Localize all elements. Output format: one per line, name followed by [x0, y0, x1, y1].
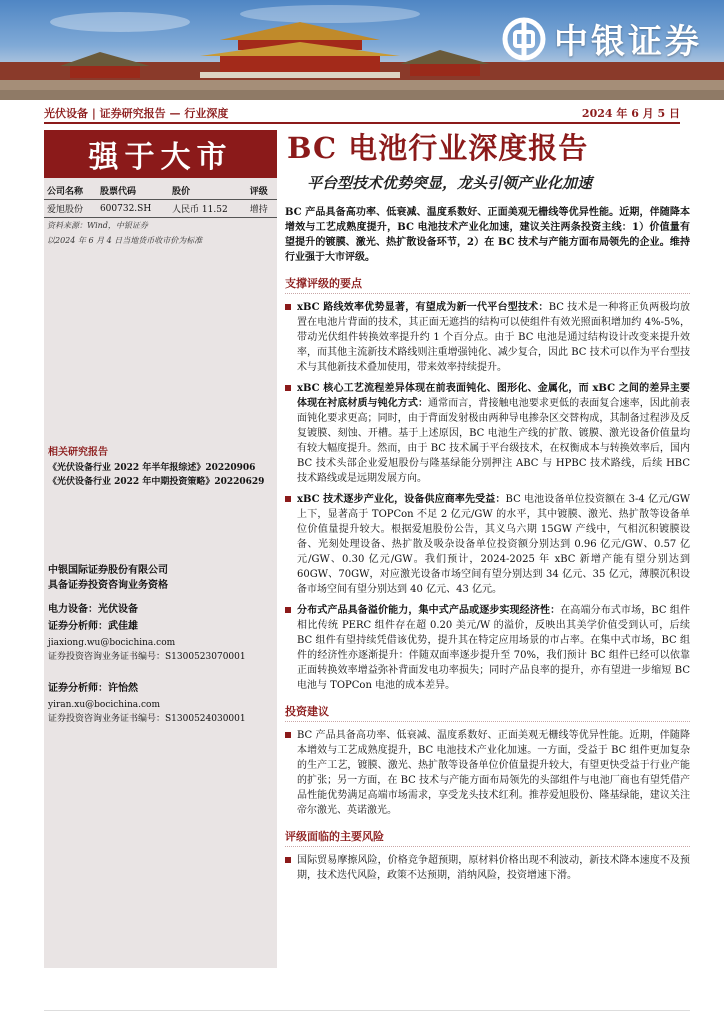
analyst-block: [48, 620, 276, 664]
stock-price-cell: 人民币 11.52: [169, 200, 247, 218]
brand-name: 中银证券: [554, 22, 702, 62]
footer-divider: [44, 1010, 690, 1011]
brand-logo: [502, 14, 702, 63]
analyst-name: 证券分析师：许怡然: [48, 683, 138, 694]
bullet-square-icon: [285, 304, 297, 310]
related-reports: [48, 443, 276, 489]
industry-rating-box: [44, 130, 277, 178]
column-header: 股票代码: [97, 182, 169, 200]
analyst-cert: 证券投资咨询业务证书编号：S1300523070001: [48, 652, 246, 662]
company-qualification: 具备证券投资咨询业务资格: [48, 580, 168, 591]
bullet-square-icon: [285, 857, 297, 863]
report-summary: BC 产品具备高功率、低衰减、温度系数好、正面美观无栅线等优异性能。近期，伴随降本增效与工艺成熟度提升，BC 电池技术产业化加速，建议关注两条投资主线：1）价值量有望提升的镀膜、激光、热扩散设备环节，2）在 BC 技术与产能方面布局领先的企业。维持行业强于大市评级。: [285, 207, 690, 263]
bullet-text: BC 产品具备高功率、低衰减、温度系数好、正面美观无栅线等优异性能。近期，伴随降本增效与工艺成熟度提升，BC 电池技术产业化加速。一方面，受益于 BC 组件更加复杂的生产工艺，镀膜、激光、热扩散等设备单位价值量提升较大，有望更快受益于行业产能的扩张；另一方面，在 BC 技术与产能方面布局领先的头部组件与电池厂商也有望凭借产品性能优势满足高端市场需求，享受龙头技术红利。推荐爱旭股份、隆基绿能，建议关注帝尔激光、英诺激光。: [297, 730, 690, 816]
list-item: [285, 603, 690, 693]
related-report-item: 《光伏设备行业 2022 年中期投资策略》20220629: [48, 477, 265, 487]
bullet-square-icon: [285, 496, 297, 502]
bullet-text: 分布式产品具备溢价能力，集中式产品或逐步实现经济性：在高端分布式市场，BC 组件相比传统 PERC 组件存在超 0.20 美元/W 的溢价，反映出其美学价值受到认可，后续 BC 组件有望持续凭借该优势，提升其在特定应用场景的市占率。在集中式市场，BC 组件的经济性亦逐渐提升：伴随双面率逐步提升至 70%，我们预计 BC 组件已经可以依靠正面转换效率增益弥补背面发电功率损失；同时产品良率的提升，亦有望进一步缩短 BC 电池与 TOPCon 电池的成本差异。: [297, 605, 690, 691]
bullet-text: xBC 技术逐步产业化，设备供应商率先受益：BC 电池设备单位投资额在 3-4 亿元/GW 上下，显著高于 TOPCon 不足 2 亿元/GW 的水平，其中镀膜、激光、热扩散等设备单位价值量提升较大。根据爱旭股份公告，其义乌六期 15GW 产线中，气相沉积镀膜设备、光刻处理设备、热扩散及吸杂设备单位投资额分别达到 0.96 亿元/GW、0.57 亿元/GW、0.30 亿元/GW。我们预计，2024-2025 年 xBC 新增产能有望分别达到 60GW、70GW，对应激光设备市场空间有望分别达到 34 亿元、35 亿元，薄膜沉积设备市场空间有望分别达到 40 亿元、43 亿元。: [297, 494, 690, 595]
bullet-text: 国际贸易摩擦风险，价格竞争超预期，原材料价格出现不利波动，新技术降本速度不及预期，技术迭代风险，政策不达预期，消纳风险，投资增速下滑。: [297, 855, 690, 881]
analyst-name: 证券分析师：武佳雄: [48, 621, 138, 632]
column-header: 评级: [247, 182, 277, 200]
analyst-email: yiran.xu@bocichina.com: [48, 700, 160, 710]
related-report-item: 《光伏设备行业 2022 年半年报综述》20220906: [48, 463, 256, 473]
column-header: 公司名称: [44, 182, 97, 200]
report-date: 2024 年 6 月 5 日: [581, 107, 680, 120]
company-name: 中银国际证券股份有限公司: [48, 565, 168, 576]
section-heading-investment-advice: 投资建议: [285, 703, 690, 722]
main-content: [285, 130, 690, 883]
analyst-email: jiaxiong.wu@bocichina.com: [48, 638, 176, 648]
source-note: 资料来源：Wind，中银证券: [47, 221, 148, 230]
bullet-square-icon: [285, 607, 297, 613]
stock-table: [44, 182, 277, 218]
related-reports-heading: 相关研究报告: [48, 447, 108, 458]
list-item: [285, 492, 690, 597]
report-category: 光伏设备 | 证券研究报告 — 行业深度: [44, 107, 229, 120]
stock-rating-cell: 增持: [247, 200, 277, 218]
company-info: [48, 563, 276, 593]
bullet-text: xBC 路线效率优势显著，有望成为新一代平台型技术：BC 技术是一种将正负两极均放置在电池片背面的技术，其正面无遮挡的结构可以使组件有效光照面积增加约 4%-5%，带动光伏组件转换效率提升约 1 个百分点。由于 BC 电池是通过结构设计改变来提升效率，而其他主流新技术路线则注重增强钝化、减少复合，因此 BC 技术可以作为平台型技术与其他新技术叠加使用，带来效率持续提升。: [297, 302, 690, 373]
list-item: [285, 381, 690, 486]
header-banner: [0, 0, 724, 100]
company-name-cell: 爱旭股份: [44, 200, 97, 218]
stock-code-cell: 600732.SH: [97, 200, 169, 218]
analyst-block: [48, 682, 276, 726]
list-item: [285, 728, 690, 818]
table-header-row: [44, 182, 277, 200]
bullet-text: xBC 核心工艺流程差异体现在前表面钝化、图形化、金属化，而 xBC 之间的差异主要体现在衬底材质与钝化方式：通常而言，背接触电池要求更低的表面复合速率，因此前表面钝化要求更高；同时，由于背面发射极由两种导电掺杂区交替构成，其制备过程涉及反复镀膜、刻蚀、开槽。基于上述原因，BC 电池生产线的扩散、镀膜、激光设备价值量均有较大幅度提升。然而，由于 BC 技术属于平台级技术，在权衡成本与转换效率后，国内 BC 技术头部企业爱旭股份与隆基绿能分别押注 ABC 与 HPBC 技术路线，后续 HBC 技术路线或是远期发展方向。: [297, 383, 691, 484]
list-item: [285, 853, 690, 883]
list-item: [285, 300, 690, 375]
table-row: [44, 200, 277, 218]
sector-label: 电力设备：光伏设备: [48, 604, 138, 615]
bullet-square-icon: [285, 732, 297, 738]
section-heading-risks: 评级面临的主要风险: [285, 828, 690, 847]
bank-of-china-logo-icon: [502, 17, 546, 61]
bullet-square-icon: [285, 385, 297, 391]
price-note: 以2024 年 6 月 4 日当地货币收市价为标准: [47, 236, 203, 245]
column-header: 股价: [169, 182, 247, 200]
section-heading-rating-points: 支撑评级的要点: [285, 275, 690, 294]
analyst-cert: 证券投资咨询业务证书编号：S1300524030001: [48, 714, 246, 724]
report-subtitle: 平台型技术优势突显，龙头引领产业化加速: [307, 174, 593, 192]
report-category-bar: [44, 104, 680, 124]
report-title: BC 电池行业深度报告: [287, 131, 589, 165]
industry-rating: 强于大市: [88, 140, 233, 175]
left-sidebar: [44, 130, 277, 968]
